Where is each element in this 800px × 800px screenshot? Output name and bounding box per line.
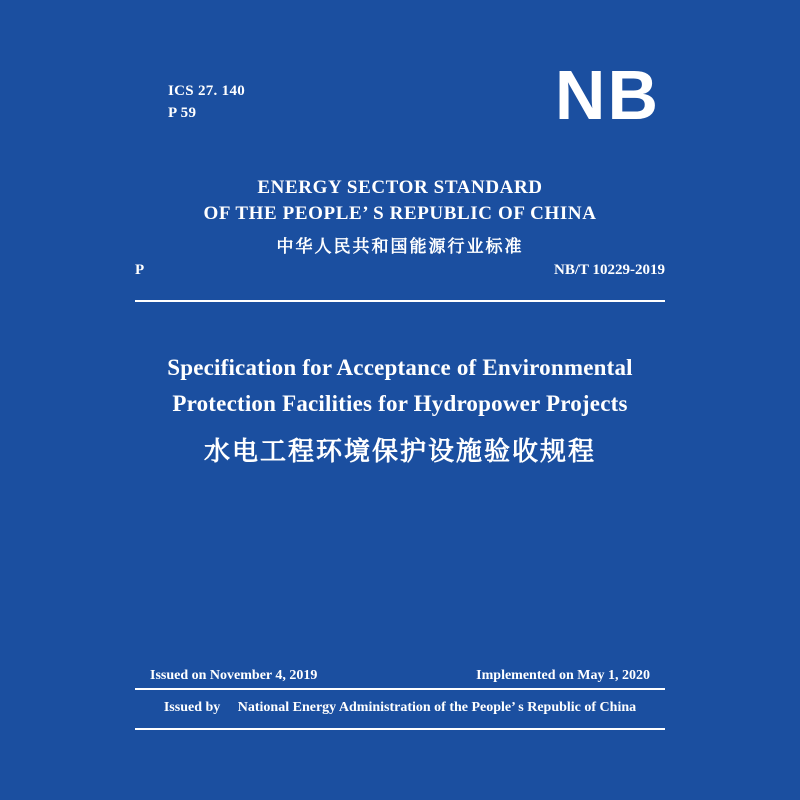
divider-bottom-2 [135, 728, 665, 730]
issued-by-label: Issued by [163, 700, 221, 715]
title-english-line-2: Protection Facilities for Hydropower Projects [172, 391, 628, 416]
document-title [0, 350, 800, 474]
divider-bottom-1 [135, 688, 665, 690]
issuing-authority-header [0, 175, 800, 263]
standard-number: NB/T 10229-2019 [554, 262, 665, 278]
header-line-chinese: 中华人民共和国能源行业标准 [276, 237, 524, 256]
issuer-line [0, 700, 800, 716]
divider-top [135, 300, 665, 302]
title-chinese: 水电工程环境保护设施验收规程 [203, 437, 596, 466]
standard-identifier-row [135, 262, 665, 279]
publication-dates [150, 668, 650, 684]
issued-on-date: Issued on November 4, 2019 [150, 668, 318, 683]
classification-code: P 59 [168, 105, 197, 121]
ics-code: ICS 27. 140 [168, 83, 246, 99]
implemented-on-date: Implemented on May 1, 2020 [476, 668, 650, 683]
header-line-2: OF THE PEOPLE’ S REPUBLIC OF CHINA [203, 203, 597, 224]
standard-category: P [135, 262, 145, 278]
title-english-line-1: Specification for Acceptance of Environmental [167, 355, 633, 380]
header-line-1: ENERGY SECTOR STANDARD [257, 177, 543, 198]
classification-codes [168, 80, 245, 124]
nb-logo: NB [554, 56, 660, 134]
issued-by-organization: National Energy Administration of the People’ s Republic of China [237, 700, 637, 715]
